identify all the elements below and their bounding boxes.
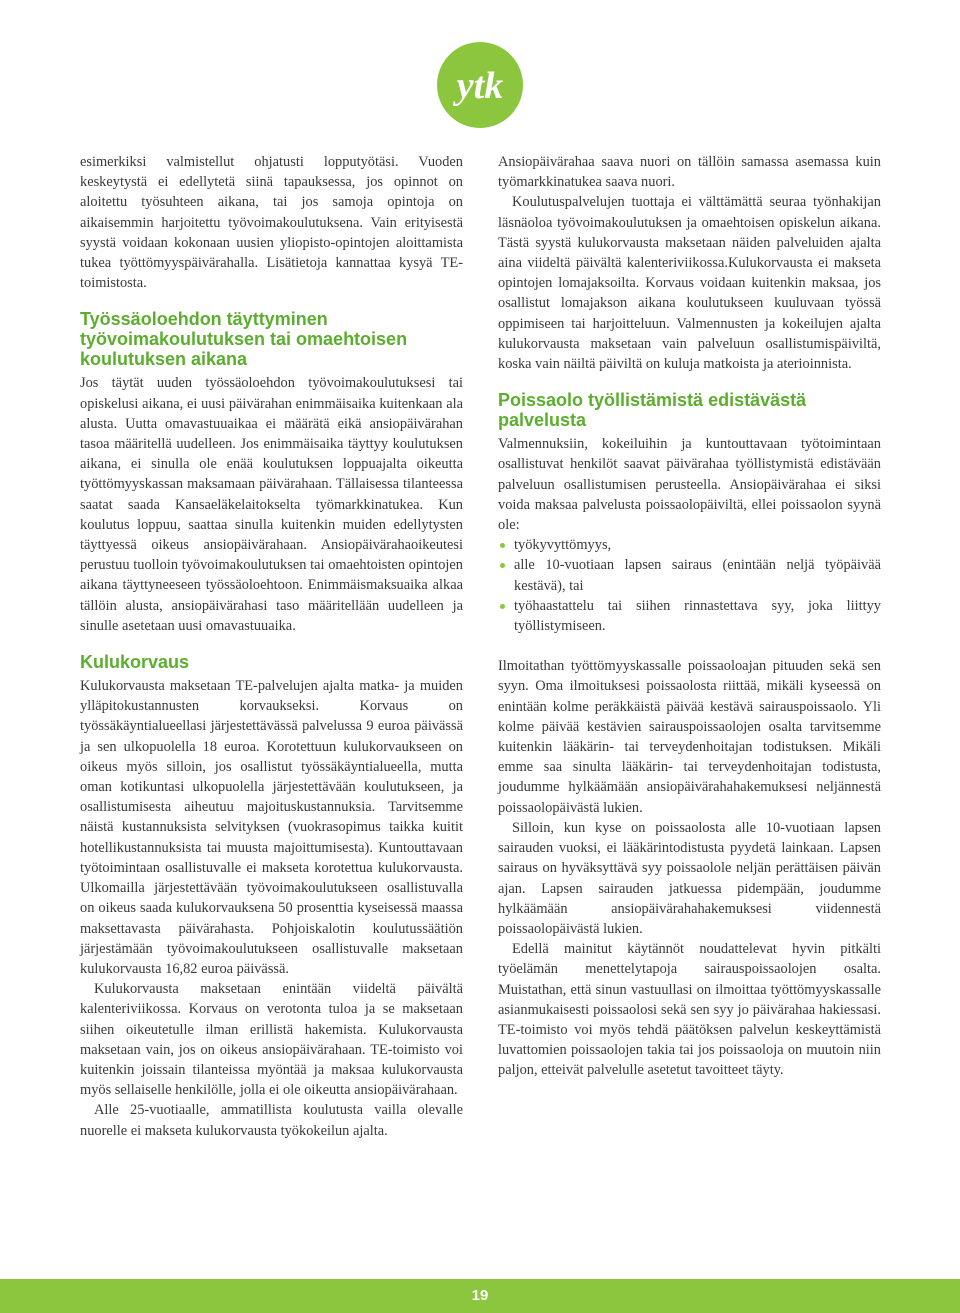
list-item: työhaastattelu tai siihen rinnastettava syy, joka liittyy työllistymiseen.	[514, 596, 881, 636]
spacer	[498, 636, 881, 656]
section-heading: Poissaolo työllistämistä edistävästä palvelusta	[498, 390, 807, 431]
paragraph: Valmennuksiin, kokeiluihin ja kuntouttavaan työtoimintaan osallistuvat henkilöt saavat päivärahaa työllistymistä edistävään palveluun osallistumisen perusteella. Ansiopäivärahaa ei siksi voida maksaa palvelusta poissaolopäiviltä, ellei poissaolon syynä ole:	[498, 436, 881, 534]
paragraph: Koulutuspalvelujen tuottaja ei välttämättä seuraa työnhakijan läsnäoloa työvoimakoulutuksen ja omaehtoisen opiskelun aikana. Tästä syystä kulukorvausta maksetaan näiden palveluiden ajalta aina viideltä päivältä kalenteriviikossa.Kulukorvausta ei makseta opintojen lomajaksoilta. Korvaus voidaan kuitenkin maksaa, jos osallistut lomajakson aikana koulutukseen kuuluvaan työssä oppimiseen tai harjoitteluun. Valmennusten ja kokeilujen ajalta kulukorvausta maksetaan vain palveluun osallistumispäiviltä, koska vain näiltä päiviltä on kuluja matkoista ja aterioinnista.	[498, 194, 881, 373]
ytk-logo-mark	[437, 42, 523, 128]
ytk-logo	[437, 42, 523, 128]
section-heading: Kulukorvaus	[80, 652, 190, 673]
paragraph: Ilmoitathan työttömyyskassalle poissaoloajan pituuden sekä sen syyn. Oma ilmoituksesi poissaolosta riittää, mikäli kyseessä on enintään kolme peräkkäistä päivää kestävä sairauspoissaolo. Yli kolme päivää kestävien sairauspoissaolojen osalta tarvitsemme kuitenkin lääkärin- tai terveydenhoitajan todistuksen. Mikäli emme saa sinulta lääkärin- tai terveydenhoitajan todistusta, joudumme hylkäämään ansiopäivärahahakemuksesi neljännestä poissaolopäivästä lukien.	[498, 658, 881, 816]
left-column	[80, 152, 463, 1141]
paragraph: Alle 25-vuotiaalle, ammatillista koulutusta vailla olevalle nuorelle ei makseta kulukorvausta työkokeilun ajalta.	[80, 1102, 463, 1139]
page-number: 19	[471, 1287, 489, 1304]
ytk-logo-text: ytk	[456, 65, 504, 107]
list-item: työkyvyttömyys,	[514, 535, 881, 555]
footer-bar	[0, 1279, 960, 1313]
paragraph: Kulukorvausta maksetaan TE-palvelujen ajalta matka- ja muiden ylläpitokustannusten korvaukseksi. Korvaus on työssäkäyntialueellasi järjestettävässä palvelussa 9 euroa päivässä ja sen ulkopuolella 18 euroa. Korotettuun kulukorvaukseen on oikeus myös silloin, jos osallistut työssäkäyntialueella, mutta oman kotikuntasi ulkopuolella järjestettävään koulutukseen, ja osallistumisesta aiheutuu majoituskustannuksia. Tarvitsemme näistä kustannuksista selvityksen (vuokrasopimus taikka kuitit hotellikustannuksista tai muusta majoittumisesta). Kuntouttavaan työtoimintaan osallistuvalle ei makseta korotettua kulukorvausta. Ulkomailla järjestettävään työvoimakoulutukseen osallistuvalla on oikeus saada kulukorvauksena 50 prosenttia kyseisessä maassa maksettavasta päivärahasta. Pohjoiskalotin koulutussäätiön järjestämään työvoimakoulutukseen osallistuvalle maksetaan kulukorvausta 16,82 euroa päivässä.	[80, 678, 463, 977]
right-column	[498, 152, 881, 1081]
paragraph: Edellä mainitut käytännöt noudattelevat hyvin pitkälti työelämän menettelytapoja sairauspoissaolojen osalta. Muistathan, että sinun vastuullasi on ilmoittaa työttömyyskassalle asianmukaisesti poissaolosi sekä sen syy jo päivärahaa hakiessasi. TE-toimisto voi myös tehdä päätöksen palvelun keskeyttämistä luvattomien poissaolojen takia tai jos poissaoloja on muutoin niin paljon, etteivät palvelulle asetetut tavoitteet täyty.	[498, 941, 881, 1079]
bullet-list	[498, 535, 881, 636]
section-heading: Työssäoloehdon täyttyminen työvoimakoulutuksen tai omaehtoisen koulutuksen aikana	[80, 309, 408, 370]
paragraph: Ansiopäivärahaa saava nuori on tällöin samassa asemassa kuin työmarkkinatukea saava nuori.	[498, 154, 881, 191]
paragraph: esimerkiksi valmistellut ohjatusti lopputyötäsi. Vuoden keskeytystä ei edellytetä siinä tapauksessa, jos opinnot on aloitettu työsuhteen aikana, tai jos samoja opintoja on aikaisemmin harjoitettu työvoimakoulutuksena. Vain erityisestä syystä voidaan kokonaan uusien yliopisto-opintojen aloittamista tukea työttömyyspäivärahalla. Lisätietoja kannattaa kysyä TE-toimistosta.	[80, 154, 463, 292]
list-item: alle 10-vuotiaan lapsen sairaus (enintään neljä työpäivää kestävä), tai	[514, 555, 881, 595]
paragraph: Jos täytät uuden työssäoloehdon työvoimakoulutuksesi tai opiskelusi aikana, ei uusi päivärahan enimmäisaika kuitenkaan ala alusta. Uutta omavastuuaikaa ei määrätä eikä ansiopäivärahan tasoa määritellä uudelleen. Jos enimmäisaika täyttyy koulutuksen aikana, ei sinulla ole enää koulutuksen loppuajalta oikeutta työttömyyskassan maksamaan päivärahaan. Tällaisessa tilanteessa saatat saada Kansaeläkelaitokselta työmarkkinatukea. Kun koulutus loppuu, saattaa sinulla kuitenkin muiden edellytysten täyttyessä oikeus ansiopäivärahaan. Ansiopäivärahaoikeutesi perustuu tuolloin työvoimakoulutuksen tai omaehtoisten opintojen aikana täyttyneeseen työssäoloehtoon. Enimmäismaksuaika alkaa tällöin alusta, ansiopäivärahasi taso määritellään uudelleen ja sinulle asetetaan uusi omavastuuaika.	[80, 375, 463, 634]
paragraph: Kulukorvausta maksetaan enintään viideltä päivältä kalenteriviikossa. Korvaus on verotonta tuloa ja se maksetaan siihen oikeutetulle ilman erillistä hakemista. Kulukorvausta maksetaan vain, jos on oikeus ansiopäivärahaan. TE-toimisto voi kuitenkin joissain tilanteissa myöntää ja maksaa kulukorvausta myös sellaiselle henkilölle, jolla ei ole oikeutta ansiopäivärahaan.	[80, 981, 463, 1099]
paragraph: Silloin, kun kyse on poissaolosta alle 10-vuotiaan lapsen sairauden vuoksi, ei lääkärintodistusta pyydetä lainkaan. Lapsen sairaus on hyväksyttävä syy poissaolole neljän perättäisen päivän ajan. Lapsen sairauden jatkuessa pidempään, joudumme hylkäämään ansiopäivärahahakemuksesi viidennestä poissaolopäivästä lukien.	[498, 819, 881, 937]
